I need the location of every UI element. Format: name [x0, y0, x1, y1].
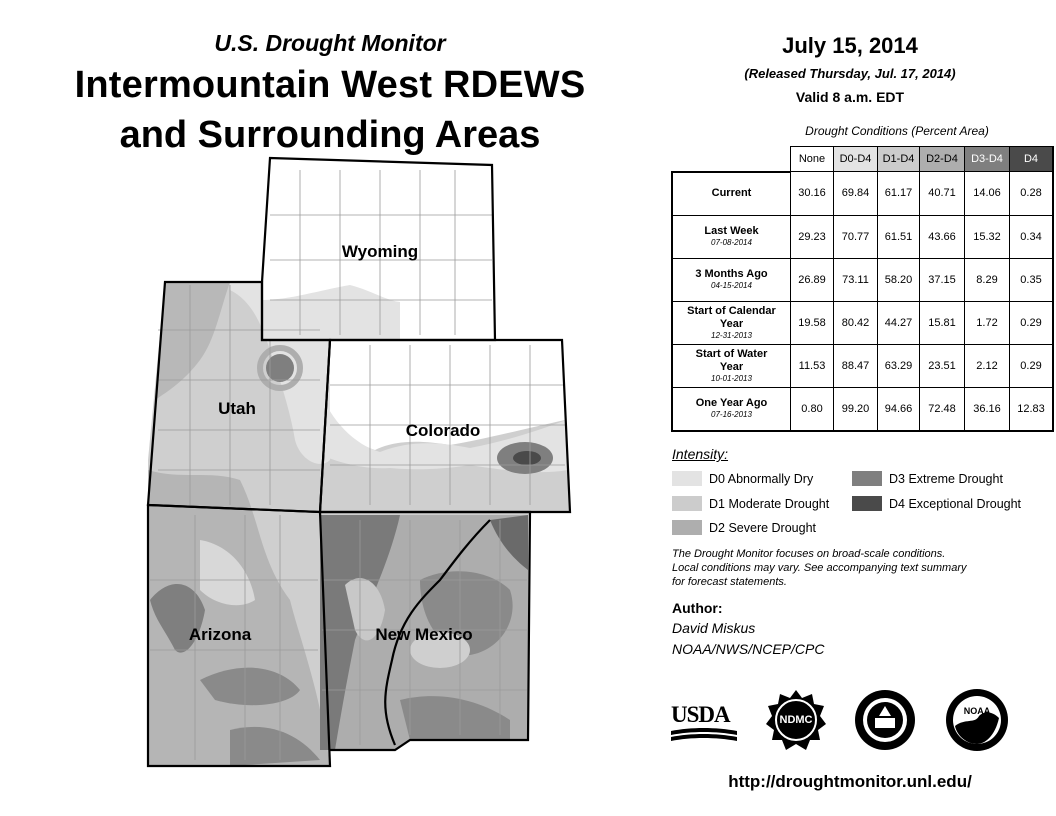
- legend-swatch-d3: [852, 471, 882, 486]
- col-d2-d4: D2-D4: [920, 147, 965, 172]
- cell: 30.16: [791, 172, 834, 216]
- cell: 61.51: [878, 215, 920, 258]
- cell: 73.11: [834, 258, 878, 301]
- legend-label-d0: D0 Abnormally Dry: [709, 471, 814, 486]
- cell: 23.51: [920, 344, 965, 387]
- row-label: Last Week: [704, 225, 759, 237]
- cell: 12.83: [1010, 387, 1054, 431]
- d4-area-se-colorado: [513, 451, 541, 465]
- drought-map: [140, 150, 580, 780]
- website-url[interactable]: http://droughtmonitor.unl.edu/: [728, 772, 972, 791]
- cell: 63.29: [878, 344, 920, 387]
- label-wyoming: Wyoming: [341, 242, 419, 261]
- cell: 14.06: [965, 172, 1010, 216]
- row-date: 10-01-2013: [711, 373, 752, 383]
- row-label: 3 Months Ago: [695, 268, 768, 280]
- cell: 1.72: [965, 301, 1010, 344]
- noaa-logo-graphic: [945, 688, 1009, 752]
- legend-item-d4: [852, 496, 1021, 511]
- legend-swatch-d2: [672, 520, 702, 535]
- cell: 0.80: [791, 387, 834, 431]
- noaa-logo: [945, 688, 1009, 752]
- table-caption: Drought Conditions (Percent Area): [805, 124, 989, 138]
- doc-seal-logo: [853, 688, 917, 752]
- table-row: [672, 301, 1053, 344]
- cell: 69.84: [834, 172, 878, 216]
- row-date: 12-31-2013: [711, 330, 752, 340]
- legend-label-d4: D4 Exceptional Drought: [889, 496, 1022, 511]
- col-d1-d4: D1-D4: [878, 147, 920, 172]
- legend-item-d0: [672, 471, 813, 486]
- note-line3: for forecast statements.: [672, 576, 787, 588]
- cell: 0.29: [1010, 344, 1054, 387]
- cell: 15.32: [965, 215, 1010, 258]
- ndmc-logo-text: NDMC: [779, 714, 813, 726]
- map-subtitle: U.S. Drought Monitor: [214, 30, 446, 56]
- row-label: Start of Calendar Year: [687, 304, 776, 330]
- row-date: 07-16-2013: [711, 410, 752, 419]
- col-none: None: [791, 147, 834, 172]
- cell: 29.23: [791, 215, 834, 258]
- legend-swatch-d1: [672, 496, 702, 511]
- disclaimer-note: [672, 547, 1032, 589]
- cell: 70.77: [834, 215, 878, 258]
- cell: 58.20: [878, 258, 920, 301]
- cell: 0.34: [1010, 215, 1054, 258]
- map-title-line2: and Surrounding Areas: [119, 114, 541, 156]
- label-new-mexico: New Mexico: [375, 625, 473, 644]
- row-label: Start of Water Year: [695, 347, 768, 373]
- doc-seal-graphic: [853, 688, 917, 752]
- cell: 15.81: [920, 301, 965, 344]
- col-d0-d4: D0-D4: [834, 147, 878, 172]
- legend-swatch-d0: [672, 471, 702, 486]
- cell: 40.71: [920, 172, 965, 216]
- cell: 94.66: [878, 387, 920, 431]
- release-date: (Released Thursday, Jul. 17, 2014): [744, 66, 956, 81]
- label-arizona: Arizona: [188, 625, 252, 644]
- cell: 2.12: [965, 344, 1010, 387]
- cell: 26.89: [791, 258, 834, 301]
- legend-label-d1: D1 Moderate Drought: [709, 496, 830, 511]
- cell: 0.35: [1010, 258, 1054, 301]
- table-row: [672, 344, 1053, 387]
- usda-logo: [671, 703, 737, 747]
- author-name: David Miskus: [672, 620, 756, 636]
- legend-title: Intensity:: [672, 446, 729, 462]
- usda-logo-swoosh: [671, 727, 737, 745]
- cell: 11.53: [791, 344, 834, 387]
- row-date: 07-08-2014: [711, 238, 752, 247]
- col-d4: D4: [1010, 147, 1054, 172]
- cell: 99.20: [834, 387, 878, 431]
- cell: 72.48: [920, 387, 965, 431]
- cell: 8.29: [965, 258, 1010, 301]
- valid-time: Valid 8 a.m. EDT: [795, 89, 905, 105]
- noaa-logo-text: NOAA: [963, 706, 991, 716]
- legend-item-d1: [672, 496, 829, 511]
- author-heading: Author:: [672, 600, 723, 616]
- cell: 36.16: [965, 387, 1010, 431]
- map-date: July 15, 2014: [782, 33, 918, 58]
- row-date: 04-15-2014: [711, 281, 752, 290]
- cell: 43.66: [920, 215, 965, 258]
- legend-swatch-d4: [852, 496, 882, 511]
- usda-logo-text: USDA: [671, 702, 730, 727]
- legend-label-d2: D2 Severe Drought: [709, 520, 817, 535]
- table-row: [672, 258, 1053, 301]
- cell: 19.58: [791, 301, 834, 344]
- row-label: Current: [711, 187, 752, 199]
- table-row: [672, 172, 1053, 216]
- table-header-row: [672, 147, 1053, 172]
- col-d3-d4: D3-D4: [965, 147, 1010, 172]
- note-line1: The Drought Monitor focuses on broad-scale conditions.: [672, 548, 946, 560]
- label-colorado: Colorado: [405, 421, 481, 440]
- cell: 37.15: [920, 258, 965, 301]
- label-utah: Utah: [218, 399, 256, 418]
- map-title-line1: Intermountain West RDEWS: [74, 64, 586, 106]
- author-org: NOAA/NWS/NCEP/CPC: [672, 641, 825, 657]
- ndmc-logo: [764, 688, 828, 752]
- cell: 61.17: [878, 172, 920, 216]
- cell: 80.42: [834, 301, 878, 344]
- cell: 0.28: [1010, 172, 1054, 216]
- row-label: One Year Ago: [695, 397, 768, 409]
- table-row: [672, 215, 1053, 258]
- cell: 0.29: [1010, 301, 1054, 344]
- drought-conditions-table: [671, 146, 1054, 432]
- legend-item-d2: [672, 520, 816, 535]
- note-line2: Local conditions may vary. See accompanying text summary: [672, 562, 967, 574]
- table-row: [672, 387, 1053, 431]
- legend-label-d3: D3 Extreme Drought: [889, 471, 1003, 486]
- cell: 88.47: [834, 344, 878, 387]
- legend-item-d3: [852, 471, 1003, 486]
- cell: 44.27: [878, 301, 920, 344]
